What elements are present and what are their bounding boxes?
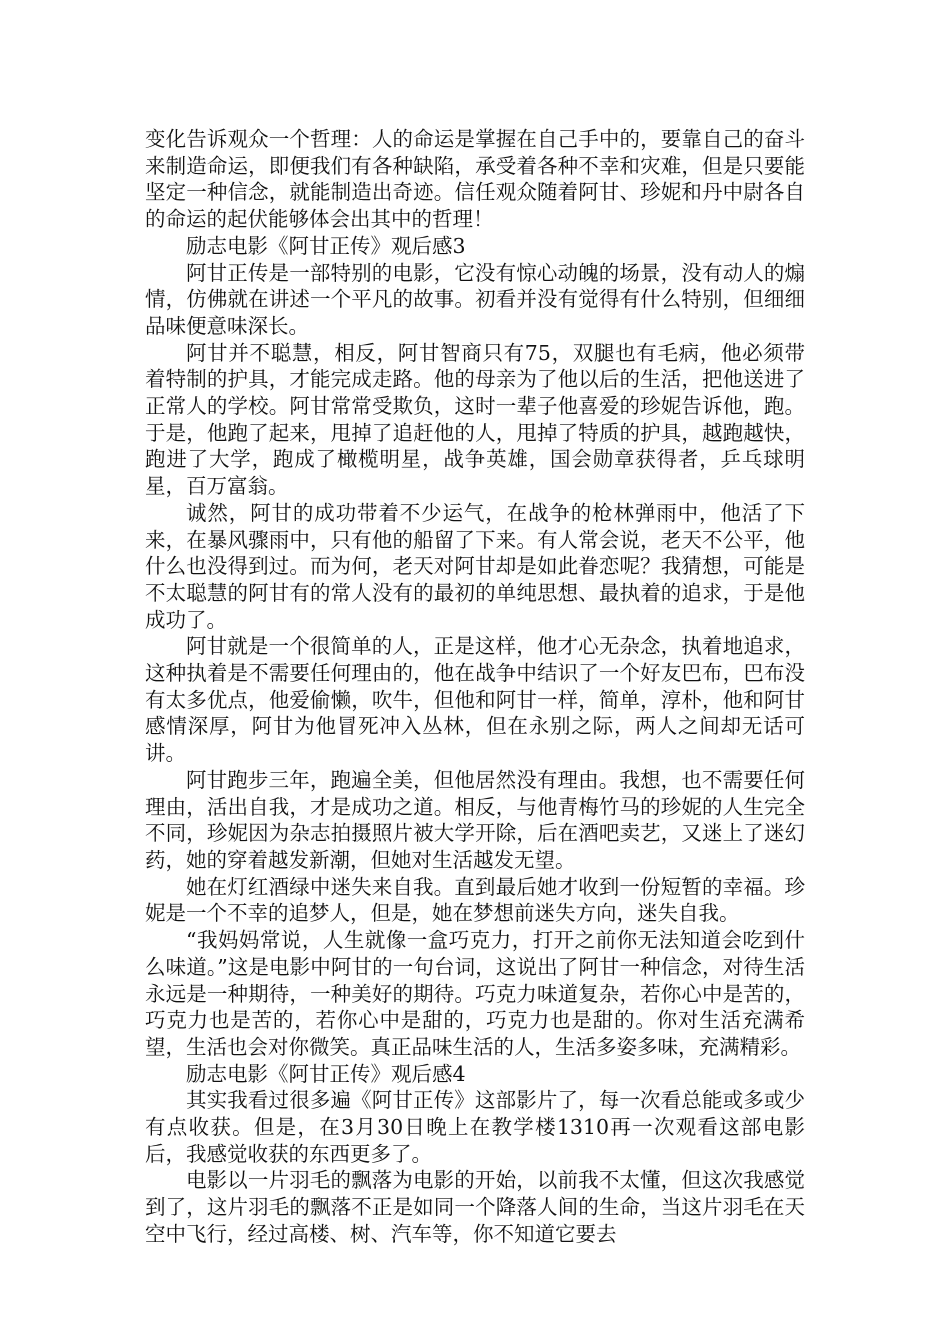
paragraph: 电影以一片羽毛的飘落为电影的开始，以前我不太懂，但这次我感觉到了，这片羽毛的飘落不正是如同一个降落人间的生命，当这片羽毛在天空中飞行，经过高楼、树、汽车等，你不知道它要去: [145, 1168, 805, 1246]
paragraph: 变化告诉观众一个哲理：人的命运是掌握在自己手中的，要靠自己的奋斗来制造命运，即便我们有各种缺陷，承受着各种不幸和灾难，但是只要能坚定一种信念，就能制造出奇迹。信任观众随着阿甘、珍妮和丹中尉各自的命运的起伏能够体会出其中的哲理！: [145, 127, 805, 232]
paragraph: 她在灯红酒绿中迷失来自我。直到最后她才收到一份短暂的幸福。珍妮是一个不幸的追梦人，但是，她在梦想前迷失方向，迷失自我。: [145, 874, 805, 926]
paragraph: 阿甘就是一个很简单的人，正是这样，他才心无杂念，执着地追求，这种执着是不需要任何理由的，他在战争中结识了一个好友巴布，巴布没有太多优点，他爱偷懒，吹牛，但他和阿甘一样，简单，淳朴，他和阿甘感情深厚，阿甘为他冒死冲入丛林，但在永别之际，两人之间却无话可讲。: [145, 634, 805, 766]
paragraph: 阿甘并不聪慧，相反，阿甘智商只有75，双腿也有毛病，他必须带着特制的护具，才能完成走路。他的母亲为了他以后的生活，把他送进了正常人的学校。阿甘常常受欺负，这时一辈子他喜爱的珍妮告诉他，跑。于是，他跑了起来，甩掉了追赶他的人，甩掉了特质的护具，越跑越快，跑进了大学，跑成了橄榄明星，战争英雄，国会勋章获得者，乒乓球明星，百万富翁。: [145, 340, 805, 499]
section-heading: 励志电影《阿甘正传》观后感3: [186, 233, 466, 258]
paragraph: 其实我看过很多遍《阿甘正传》这部影片了，每一次看总能或多或少有点收获。但是，在3月30日晚上在教学楼1310再一次观看这部电影后，我感觉收获的东西更多了。: [145, 1088, 805, 1166]
paragraph: 诚然，阿甘的成功带着不少运气，在战争的枪林弹雨中，他活了下来，在暴风骤雨中，只有他的船留了下来。有人常会说，老天不公平，他什么也没得到过。而为何，老天对阿甘却是如此眷恋呢？我猜想，可能是不太聪慧的阿甘有的常人没有的最初的单纯思想、最执着的追求，于是他成功了。: [145, 500, 805, 632]
section-heading: 励志电影《阿甘正传》观后感4: [186, 1061, 466, 1086]
document-body: [145, 126, 805, 1248]
paragraph: “我妈妈常说，人生就像一盒巧克力，打开之前你无法知道会吃到什么味道。”这是电影中阿甘的一句台词，这说出了阿甘一种信念，对待生活永远是一种期待，一种美好的期待。巧克力味道复杂，若你心中是苦的，巧克力也是苦的，若你心中是甜的，巧克力也是甜的。你对生活充满希望，生活也会对你微笑。真正品味生活的人，生活多姿多味，充满精彩。: [145, 928, 805, 1059]
paragraph: 阿甘跑步三年，跑遍全美，但他居然没有理由。我想，也不需要任何理由，活出自我，才是成功之道。相反，与他青梅竹马的珍妮的人生完全不同，珍妮因为杂志拍摄照片被大学开除，后在酒吧卖艺，又迷上了迷幻药，她的穿着越发新潮，但她对生活越发无望。: [145, 767, 805, 872]
paragraph: 阿甘正传是一部特别的电影，它没有惊心动魄的场景，没有动人的煽情，仿佛就在讲述一个平凡的故事。初看并没有觉得有什么特别，但细细品味便意味深长。: [145, 260, 805, 338]
